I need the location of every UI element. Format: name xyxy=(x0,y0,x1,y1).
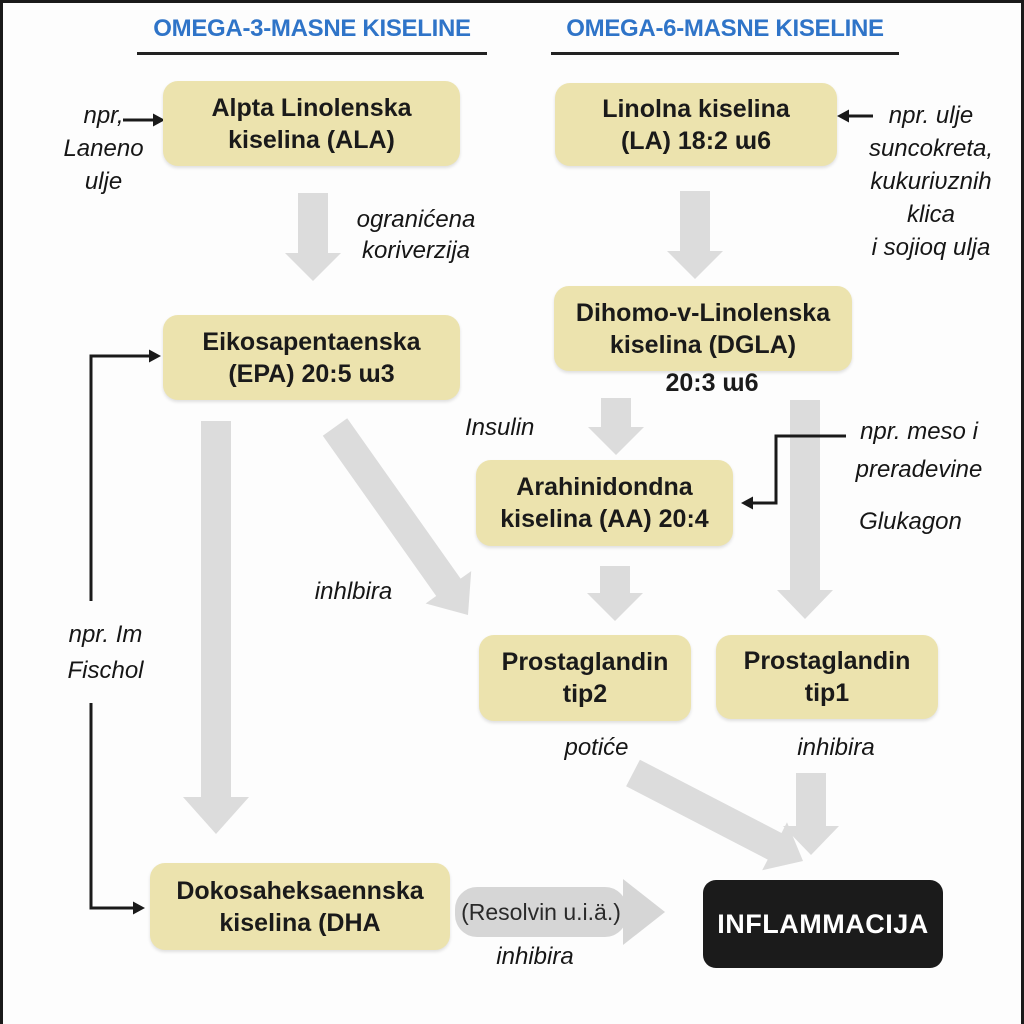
node-dgla-line2: kiselina (DGLA) xyxy=(609,330,797,359)
node-la xyxy=(555,83,837,166)
arrow-la-down-icon xyxy=(667,191,723,279)
node-ala-line1: Alpta Linolenska xyxy=(211,93,412,122)
node-dgla-line1: Dihomo-v-Linolenska xyxy=(575,298,831,327)
node-inflammation-label: INFLAMMACIJA xyxy=(717,908,929,939)
annotation-la-source xyxy=(846,99,1016,264)
bracket-fishoil-to-dha-icon xyxy=(91,703,133,908)
annotation-conversion-line1: ogranićena xyxy=(356,206,476,233)
resolvin-label: (Resolvin u.i.ä.) xyxy=(461,898,621,925)
node-epa-line2: (EPA) 20:5 ɯ3 xyxy=(228,359,395,388)
node-ala xyxy=(163,81,460,166)
arrow-epa-to-dha-icon xyxy=(183,421,249,834)
node-aa-line1: Arahinidondna xyxy=(516,473,693,501)
arrow-ala-down-icon xyxy=(285,193,341,281)
node-pg1 xyxy=(716,635,938,719)
header-omega6-label: OMEGA-6-MASNE KISELINE xyxy=(566,15,884,42)
node-pg1-line2: tip1 xyxy=(804,679,850,707)
node-dgla-subtitle: 20:3 ɯ6 xyxy=(665,369,759,397)
arrow-dgla-to-aa-icon xyxy=(588,398,644,455)
annotation-aa-source-line1: npr. meso i xyxy=(860,418,978,445)
arrow-pg2-to-inflammation-icon xyxy=(626,760,803,871)
annotation-conversion xyxy=(341,204,491,266)
node-dha-line1: Dokosaheksaennska xyxy=(176,876,424,905)
annotation-inhibits-diagonal: inhlbira xyxy=(314,578,393,605)
annotation-fish-oil-line2: Fischol xyxy=(67,657,144,684)
arrowhead-meso-to-aa-icon xyxy=(741,497,753,510)
node-dha xyxy=(150,863,450,950)
node-pg1-line1: Prostaglandin xyxy=(743,647,911,675)
annotation-la-source-line2: suncokreta, xyxy=(868,135,994,162)
arrowhead-fishoil-to-dha-icon xyxy=(133,902,145,915)
header-omega6 xyxy=(551,15,899,55)
node-pg2-line2: tip2 xyxy=(562,680,608,708)
annotation-insulin: Insulin xyxy=(465,414,535,441)
node-aa xyxy=(476,460,733,546)
annotation-glukagon: Glukagon xyxy=(859,508,962,535)
arrow-resolvin-head-icon xyxy=(623,879,665,945)
annotation-ala-source xyxy=(51,99,156,198)
annotation-ala-source-line1: npr, xyxy=(83,102,124,129)
node-aa-line2: kiselina (AA) 20:4 xyxy=(500,505,709,533)
node-la-line1: Linolna kiselina xyxy=(602,94,790,123)
annotation-fish-oil-line1: npr. Im xyxy=(68,621,143,648)
node-pg2 xyxy=(479,635,691,721)
annotation-la-source-line4: klica xyxy=(906,201,955,228)
header-omega3-label: OMEGA-3-MASNE KISELINE xyxy=(153,15,471,42)
node-ala-line2: kiselina (ALA) xyxy=(228,125,395,154)
annotation-aa-source xyxy=(845,413,993,489)
arrow-dgla-to-pg1-icon xyxy=(777,400,833,619)
annotation-ala-source-line3: ulje xyxy=(84,168,123,195)
node-epa xyxy=(163,315,460,400)
annotation-aa-source-line2: preradevine xyxy=(855,456,983,483)
annotation-la-source-line3: kukuriʋznih xyxy=(870,168,992,195)
annotation-fish-oil xyxy=(53,617,158,689)
annotation-promotes: potiće xyxy=(564,734,629,761)
node-dha-line2: kiselina (DHA xyxy=(219,908,381,937)
header-omega3 xyxy=(137,15,487,55)
annotation-la-source-line5: i sojioq ulja xyxy=(871,234,991,261)
annotation-conversion-line2: koriverzija xyxy=(361,237,471,264)
arrowhead-fishoil-to-epa-icon xyxy=(149,350,161,363)
resolvin-pill xyxy=(455,887,627,937)
arrow-aa-to-pg2-icon xyxy=(587,566,643,621)
annotation-la-source-line1: npr. ulje xyxy=(888,102,974,129)
node-la-line2: (LA) 18:2 ɯ6 xyxy=(620,126,772,155)
node-dgla xyxy=(554,286,852,371)
node-pg2-line1: Prostaglandin xyxy=(501,648,669,676)
node-epa-line1: Eikosapentaenska xyxy=(202,327,421,356)
node-inflammation xyxy=(703,880,943,968)
bracket-fishoil-to-epa-icon xyxy=(91,356,149,601)
annotation-inhibits-resolvin: inhibira xyxy=(496,943,574,970)
annotation-inhibits-pg1: inhibira xyxy=(797,734,875,761)
annotation-ala-source-line2: Laneno xyxy=(63,135,144,162)
